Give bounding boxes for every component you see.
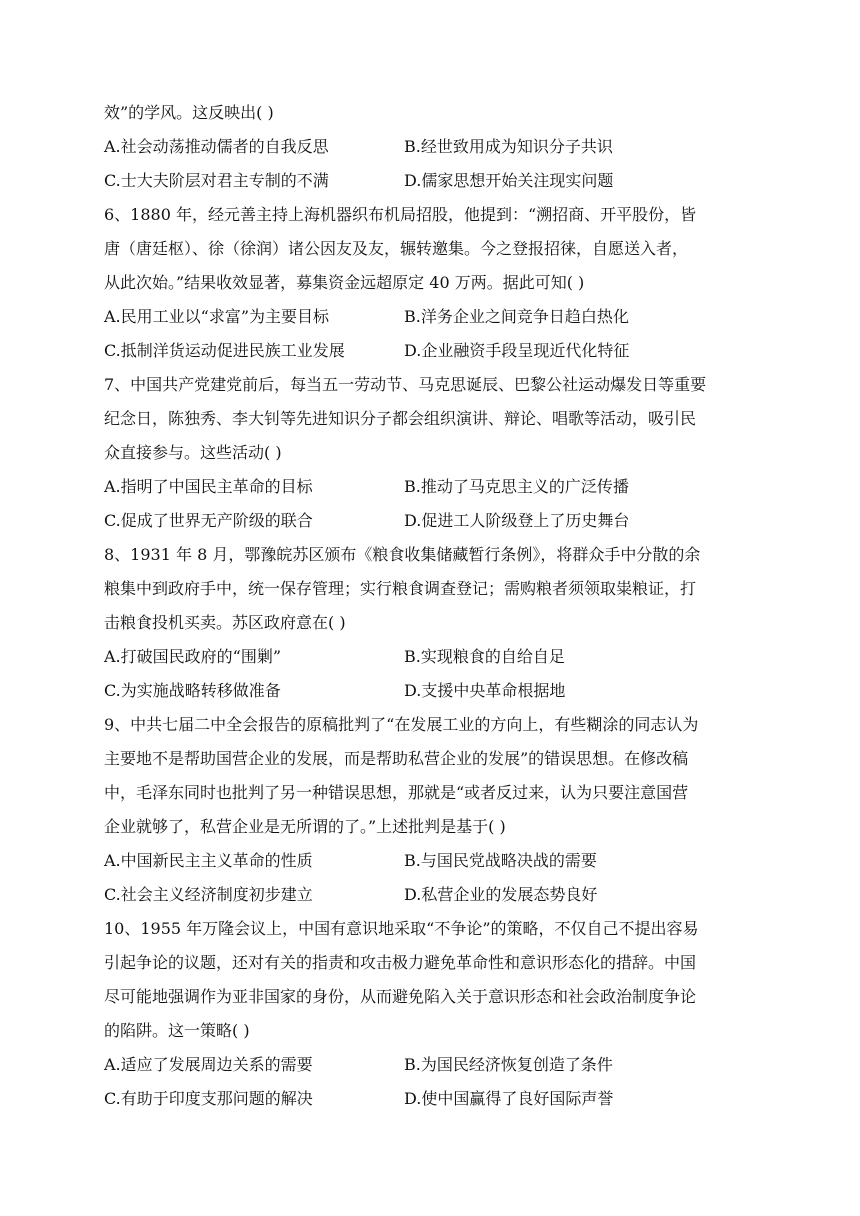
options-row xyxy=(104,844,760,878)
options-row xyxy=(104,334,760,368)
question-stem-line: 纪念日，陈独秀、李大钊等先进知识分子都会组织演讲、辩论、唱歌等活动，吸引民 xyxy=(104,409,697,428)
option-a[interactable]: A.中国新民主主义革命的性质 xyxy=(104,851,313,870)
question-stem-line: 10、1955 年万隆会议上，中国有意识地采取“不争论”的策略，不仅自己不提出容易 xyxy=(104,919,699,938)
question-stem-line: 企业就够了，私营企业是无所谓的了。”上述批判是基于( ) xyxy=(104,817,506,836)
option-b[interactable]: B.经世致用成为知识分子共识 xyxy=(404,137,613,156)
question-5 xyxy=(104,96,760,198)
question-stem-line: 的陷阱。这一策略( ) xyxy=(104,1021,250,1040)
option-a[interactable]: A.民用工业以“求富”为主要目标 xyxy=(104,307,330,326)
question-stem-line: 7、中国共产党建党前后，每当五一劳动节、马克思诞辰、巴黎公社运动爆发日等重要 xyxy=(104,375,707,394)
option-a[interactable]: A.适应了发展周边关系的需要 xyxy=(104,1055,313,1074)
option-c[interactable]: C.促成了世界无产阶级的联合 xyxy=(104,511,313,530)
option-b[interactable]: B.推动了马克思主义的广泛传播 xyxy=(404,477,629,496)
options-row xyxy=(104,164,760,198)
option-d[interactable]: D.支援中央革命根据地 xyxy=(404,681,566,700)
option-b[interactable]: B.为国民经济恢复创造了条件 xyxy=(404,1055,613,1074)
options-row xyxy=(104,130,760,164)
option-c[interactable]: C.士大夫阶层对君主专制的不满 xyxy=(104,171,329,190)
option-c[interactable]: C.有助于印度支那问题的解决 xyxy=(104,1089,313,1108)
question-stem-line: 主要地不是帮助国营企业的发展，而是帮助私营企业的发展”的错误思想。在修改稿 xyxy=(104,749,689,768)
question-7 xyxy=(104,368,760,538)
exam-page xyxy=(104,96,760,1116)
question-stem-line: 效”的学风。这反映出( ) xyxy=(104,103,274,122)
option-d[interactable]: D.儒家思想开始关注现实问题 xyxy=(404,171,614,190)
option-a[interactable]: A.打破国民政府的“围剿” xyxy=(104,647,282,666)
option-a[interactable]: A.社会动荡推动儒者的自我反思 xyxy=(104,137,329,156)
options-row xyxy=(104,674,760,708)
option-c[interactable]: C.社会主义经济制度初步建立 xyxy=(104,885,313,904)
option-b[interactable]: B.洋务企业之间竞争日趋白热化 xyxy=(404,307,629,326)
question-stem-line: 众直接参与。这些活动( ) xyxy=(104,443,282,462)
question-stem-line: 粮集中到政府手中，统一保存管理；实行粮食调查登记；需购粮者须领取粜粮证，打 xyxy=(104,579,697,598)
options-row xyxy=(104,1082,760,1116)
question-6 xyxy=(104,198,760,368)
question-stem-line: 9、中共七届二中全会报告的原稿批判了“在发展工业的方向上，有些糊涂的同志认为 xyxy=(104,715,699,734)
question-10 xyxy=(104,912,760,1116)
options-row xyxy=(104,1048,760,1082)
question-stem-line: 引起争论的议题，还对有关的指责和攻击极力避免革命性和意识形态化的措辞。中国 xyxy=(104,953,697,972)
options-row xyxy=(104,470,760,504)
question-stem-line: 唐（唐廷枢）、徐（徐润）诸公因友及友，辗转邀集。今之登报招徕，自愿送入者， xyxy=(104,239,689,258)
option-d[interactable]: D.企业融资手段呈现近代化特征 xyxy=(404,341,630,360)
options-row xyxy=(104,640,760,674)
question-stem-line: 8、1931 年 8 月，鄂豫皖苏区颁布《粮食收集储藏暂行条例》，将群众手中分散的余 xyxy=(104,545,701,564)
option-d[interactable]: D.促进工人阶级登上了历史舞台 xyxy=(404,511,630,530)
question-stem-line: 从此次始。”结果收效显著，募集资金远超原定 40 万两。据此可知( ) xyxy=(104,273,585,292)
question-stem-line: 尽可能地强调作为亚非国家的身份，从而避免陷入关于意识形态和社会政治制度争论 xyxy=(104,987,697,1006)
options-row xyxy=(104,300,760,334)
question-8 xyxy=(104,538,760,708)
question-stem-line: 中，毛泽东同时也批判了另一种错误思想，那就是“或者反过来，认为只要注意国营 xyxy=(104,783,689,802)
option-d[interactable]: D.私营企业的发展态势良好 xyxy=(404,885,598,904)
options-row xyxy=(104,504,760,538)
option-d[interactable]: D.使中国赢得了良好国际声誉 xyxy=(404,1089,614,1108)
option-b[interactable]: B.实现粮食的自给自足 xyxy=(404,647,565,666)
option-a[interactable]: A.指明了中国民主革命的目标 xyxy=(104,477,313,496)
option-c[interactable]: C.为实施战略转移做准备 xyxy=(104,681,281,700)
question-stem-line: 击粮食投机买卖。苏区政府意在( ) xyxy=(104,613,346,632)
option-c[interactable]: C.抵制洋货运动促进民族工业发展 xyxy=(104,341,345,360)
question-9 xyxy=(104,708,760,912)
options-row xyxy=(104,878,760,912)
option-b[interactable]: B.与国民党战略决战的需要 xyxy=(404,851,597,870)
question-stem-line: 6、1880 年，经元善主持上海机器织布机局招股，他提到：“溯招商、开平股份，皆 xyxy=(104,205,697,224)
